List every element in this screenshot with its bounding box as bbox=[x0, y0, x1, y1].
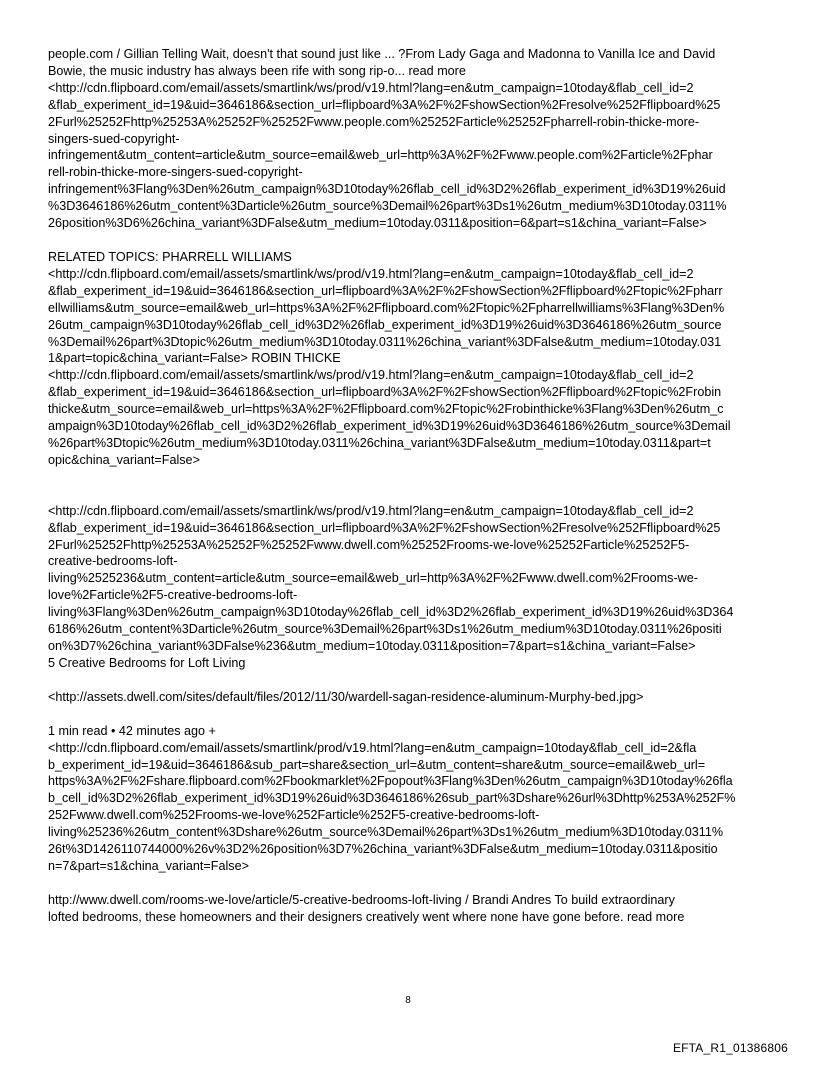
image-url-paragraph: <http://assets.dwell.com/sites/default/files/2012/11/30/wardell-sagan-residence-aluminum-Murphy-bed.jpg> bbox=[48, 689, 644, 704]
paragraph-spacer bbox=[48, 706, 770, 723]
related-topics-paragraph: RELATED TOPICS: PHARRELL WILLIAMS <http://cdn.flipboard.com/email/assets/smartlink/ws/prod/v19.html?lang=en&utm_campaign=10today&flab_cell_id=2 &flab_experiment_id=19&uid=3646186&section_url=flipboard%3A%2F%2FshowSection%2Fflipboard%2Ftopic%2Fpharr ellwilliams&utm_source=email&web_url=https%3A%2F%2Fflipboard.com%2Ftopic%2Fpharrellwilliams%3Flang%3Den% 26utm_campaign%3D10today%26flab_cell_id%3D2%26flab_experiment_id%3D19%26uid%3D3646186%26utm_source %3Demail%26part%3Dtopic%26utm_medium%3D10today.0311%26china_variant%3DFalse&utm_medium=10today.031 1&part=topic&china_variant=False> ROBIN THICKE <http://cdn.flipboard.com/email/assets/smartlink/ws/prod/v19.html?lang=en&utm_campaign=10today&flab_cell_id=2 &flab_experiment_id=19&uid=3646186&section_url=flipboard%3A%2F%2FshowSection%2Fflipboard%2Ftopic%2Frobin thicke&utm_source=email&web_url=https%3A%2F%2Fflipboard.com%2Ftopic%2Frobinthicke%3Flang%3Den%26utm_c ampaign%3D10today%26flab_cell_id%3D2%26flab_experiment_id%3D19%26uid%3D3646186%26utm_source%3Demail %26part%3Dtopic%26utm_medium%3D10today.0311%26china_variant%3DFalse&utm_medium=10today.0311&part=t opic&china_variant=False> bbox=[48, 249, 731, 467]
dwell-article-link-paragraph: <http://cdn.flipboard.com/email/assets/smartlink/ws/prod/v19.html?lang=en&utm_campaign=10today&flab_cell_id=2 &flab_experiment_id=19&uid=3646186&section_url=flipboard%3A%2F%2FshowSection%2Fresolve%252Fflipboard%25 2Furl%25252Fhttp%25253A%25252F%25252Fwww.dwell.com%25252Frooms-we-love%25252Farticle%25252F5- creative-bedrooms-loft- living%2525236&utm_content=article&utm_source=email&web_url=http%3A%2F%2Fwww.dwell.com%2Frooms-we- love%2Farticle%2F5-creative-bedrooms-loft- living%3Flang%3Den%26utm_campaign%3D10today%26flab_cell_id%3D2%26flab_experiment_id%3D19%26uid%3D364 6186%26utm_content%3Darticle%26utm_source%3Demail%26part%3Ds1%26utm_medium%3D10today.0311%26positi on%3D7%26china_variant%3DFalse%236&utm_medium=10today.0311&position=7&part=s1&china_variant=False> 5 Creative Bedrooms for Loft Living bbox=[48, 503, 734, 670]
document-id-stamp: EFTA_R1_01386806 bbox=[672, 1041, 788, 1055]
document-body bbox=[48, 46, 770, 926]
people-article-paragraph: people.com / Gillian Telling Wait, doesn't that sound just like ... ?From Lady Gaga and Madonna to Vanilla Ice and David Bowie, the music industry has always been rife with song rip-o... read more <http://cdn.flipboard.com/email/assets/smartlink/ws/prod/v19.html?lang=en&utm_campaign=10today&flab_cell_id=2 &flab_experiment_id=19&uid=3646186&section_url=flipboard%3A%2F%2FshowSection%2Fresolve%252Fflipboard%25 2Furl%25252Fhttp%25253A%25252F%25252Fwww.people.com%25252Farticle%25252Fpharrell-robin-thicke-more- singers-sued-copyright- infringement&utm_content=article&utm_source=email&web_url=http%3A%2F%2Fwww.people.com%2Farticle%2Fphar rell-robin-thicke-more-singers-sued-copyright- infringement%3Flang%3Den%26utm_campaign%3D10today%26flab_cell_id%3D2%26flab_experiment_id%3D19%26uid %3D3646186%26utm_content%3Darticle%26utm_source%3Demail%26part%3Ds1%26utm_medium%3D10today.0311% 26position%3D6%26china_variant%3DFalse&utm_medium=10today.0311&position=6&part=s1&china_variant=False> bbox=[48, 47, 727, 231]
page-number: 8 bbox=[405, 995, 411, 1006]
dwell-summary-paragraph: http://www.dwell.com/rooms-we-love/article/5-creative-bedrooms-loft-living / Brandi Andres To build extraordinary lofted bedrooms, these homeowners and their designers creatively went where none have gone before. read more bbox=[48, 892, 685, 924]
paragraph-spacer bbox=[48, 469, 770, 503]
paragraph-spacer bbox=[48, 672, 770, 689]
paragraph-spacer bbox=[48, 875, 770, 892]
paragraph-spacer bbox=[48, 232, 770, 249]
share-link-paragraph: 1 min read • 42 minutes ago + <http://cdn.flipboard.com/email/assets/smartlink/prod/v19.html?lang=en&utm_campaign=10today&flab_cell_id=2&fla b_experiment_id=19&uid=3646186&sub_part=share&section_url=&utm_content=share&utm_source=email&web_url= https%3A%2F%2Fshare.flipboard.com%2Fbookmarklet%2Fpopout%3Flang%3Den%26utm_campaign%3D10today%26fla b_cell_id%3D2%26flab_experiment_id%3D19%26uid%3D3646186%26sub_part%3Dshare%26url%3Dhttp%253A%252F% 252Fwww.dwell.com%252Frooms-we-love%252Farticle%252F5-creative-bedrooms-loft- living%25236%26utm_content%3Dshare%26utm_source%3Demail%26part%3Ds1%26utm_medium%3D10today.0311% 26t%3D1426110744000%26v%3D2%26position%3D7%26china_variant%3DFalse&utm_medium=10today.0311&positio n=7&part=s1&china_variant=False> bbox=[48, 723, 736, 873]
